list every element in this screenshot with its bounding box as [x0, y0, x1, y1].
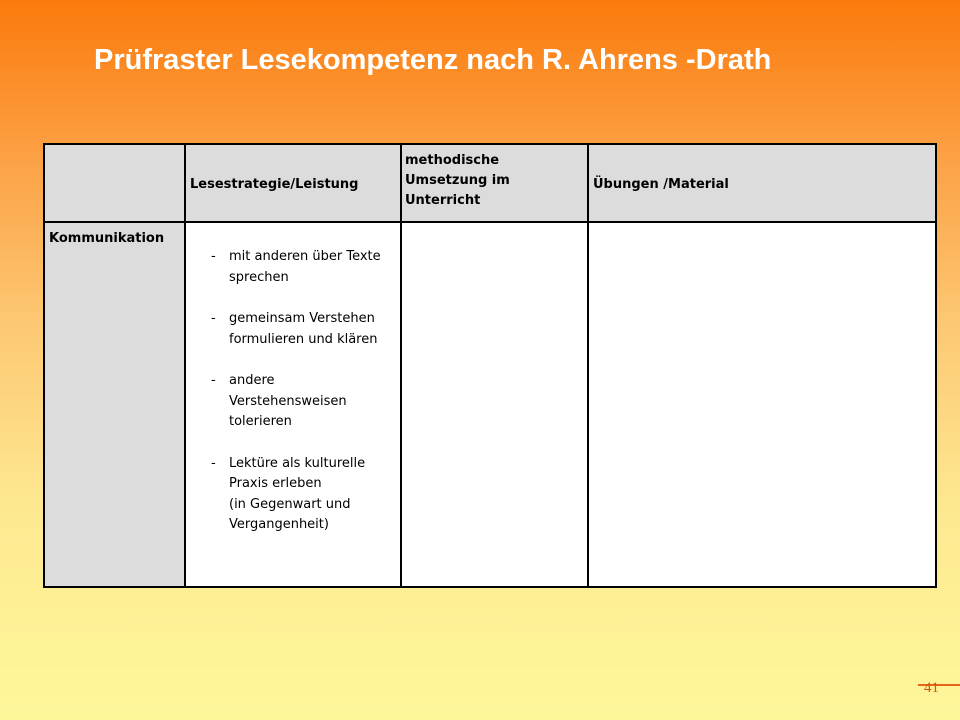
list-item-line: Praxis erleben: [229, 476, 322, 491]
column-divider: [184, 145, 186, 586]
bullet-dash: -: [211, 455, 216, 471]
row-label-column: [45, 223, 185, 586]
header-uebungen-material: Übungen /Material: [593, 177, 729, 192]
list-item: [205, 247, 405, 288]
header-methodische-line: Umsetzung im: [405, 173, 510, 188]
list-item: [205, 309, 405, 350]
list-item-line: (in Gegenwart und: [229, 496, 351, 512]
header-lesestrategie: Lesestrategie/Leistung: [190, 177, 359, 192]
lesestrategie-list: [205, 247, 405, 557]
page-number: 41: [924, 680, 939, 696]
list-item-line: Vergangenheit): [229, 517, 329, 532]
bullet-dash: -: [211, 311, 216, 326]
list-item-line: gemeinsam Verstehen: [229, 311, 375, 326]
assessment-table: [43, 143, 937, 588]
list-item: [205, 371, 405, 433]
bullet-dash: -: [211, 249, 216, 264]
header-methodische-line: methodische: [405, 153, 500, 168]
slide-title: Prüfraster Lesekompetenz nach R. Ahrens -Drath: [94, 44, 772, 76]
list-item-line: Lektüre als kulturelle: [229, 455, 366, 471]
list-item-line: formulieren und klären: [229, 331, 378, 347]
header-methodische-umsetzung: [405, 151, 510, 211]
cell-uebungen-material: [589, 223, 935, 586]
list-item-line: sprechen: [229, 269, 289, 285]
bullet-dash: -: [211, 373, 216, 388]
list-item-line: andere: [229, 373, 275, 388]
row-label-kommunikation: Kommunikation: [49, 231, 165, 246]
cell-methodische-umsetzung: [402, 223, 587, 586]
header-methodische-line: Unterricht: [405, 193, 481, 208]
list-item-line: mit anderen über Texte: [229, 249, 381, 264]
list-item-line: tolerieren: [229, 414, 292, 429]
list-item-line: Verstehensweisen: [229, 393, 347, 409]
list-item: [205, 454, 405, 536]
